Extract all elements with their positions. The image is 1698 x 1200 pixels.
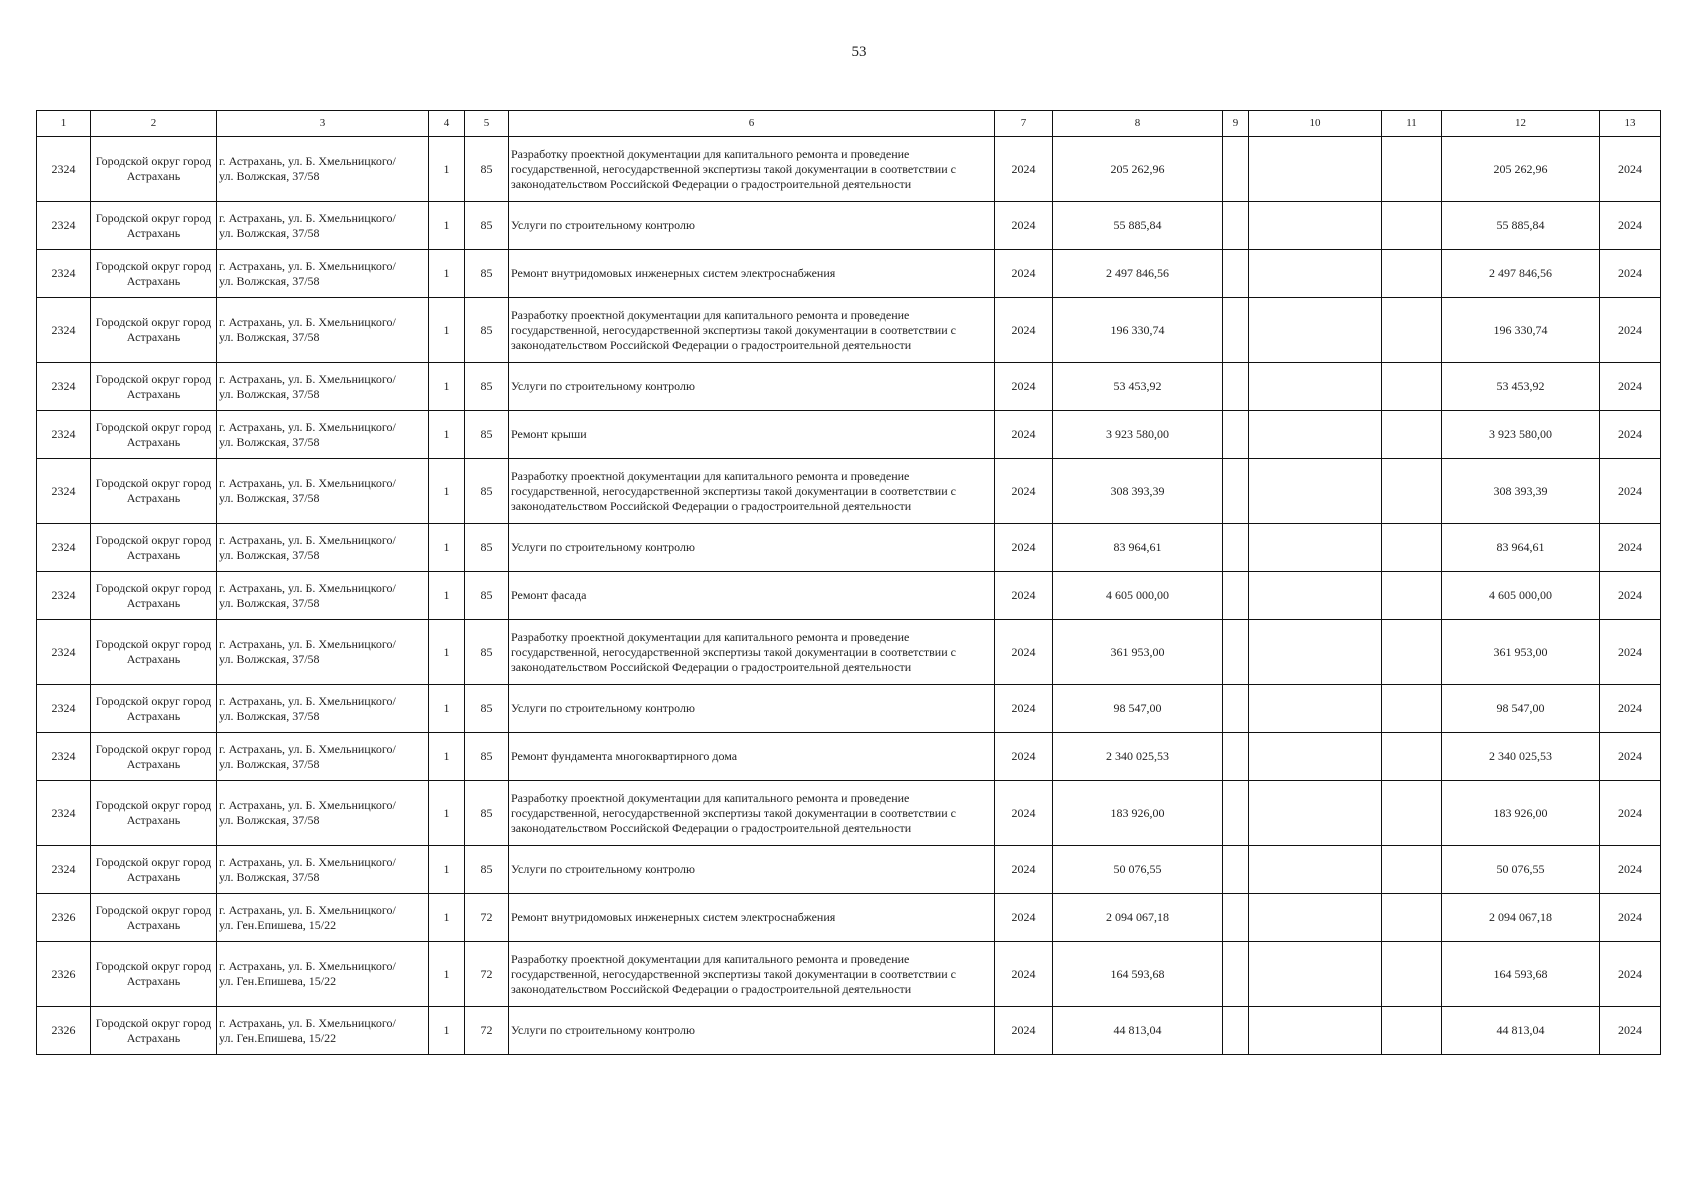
address-cell — [217, 459, 429, 524]
work-type-cell: Разработку проектной документации для капитального ремонта и проведение государственной, негосударственной экспертизы такой документации в соответствии с законодательством Российской Федерации о градостроительной деятельности — [509, 137, 995, 202]
table-row — [37, 685, 1661, 733]
municipality-cell: Городской округ город Астрахань — [91, 620, 217, 685]
address-cell — [217, 572, 429, 620]
col5-cell: 72 — [465, 942, 509, 1007]
completion-year-cell: 2024 — [1600, 137, 1661, 202]
cost-cell: 164 593,68 — [1053, 942, 1223, 1007]
col5-cell: 85 — [465, 137, 509, 202]
row-number-cell: 2324 — [37, 459, 91, 524]
address-line-1: г. Астрахань, ул. Б. Хмельницкого/ — [219, 258, 396, 273]
completion-year-cell: 2024 — [1600, 846, 1661, 894]
total-cost-cell: 53 453,92 — [1442, 363, 1600, 411]
col5-cell: 85 — [465, 202, 509, 250]
total-cost-cell: 55 885,84 — [1442, 202, 1600, 250]
total-cost-cell: 3 923 580,00 — [1442, 411, 1600, 459]
municipality-cell: Городской округ город Астрахань — [91, 524, 217, 572]
work-type-cell: Ремонт крыши — [509, 411, 995, 459]
address-line-2: ул. Волжская, 37/58 — [219, 652, 320, 666]
address-line-2: ул. Волжская, 37/58 — [219, 330, 320, 344]
row-number-cell: 2324 — [37, 620, 91, 685]
col4-cell: 1 — [429, 733, 465, 781]
col11-cell — [1382, 202, 1442, 250]
col9-cell — [1223, 459, 1249, 524]
address-line-2: ул. Волжская, 37/58 — [219, 595, 320, 610]
address-cell — [217, 733, 429, 781]
work-type-cell: Ремонт внутридомовых инженерных систем электроснабжения — [509, 250, 995, 298]
table-row — [37, 733, 1661, 781]
table-row — [37, 298, 1661, 363]
col9-cell — [1223, 250, 1249, 298]
year-cell: 2024 — [995, 363, 1053, 411]
total-cost-cell: 4 605 000,00 — [1442, 572, 1600, 620]
work-type-cell: Разработку проектной документации для капитального ремонта и проведение государственной, негосударственной экспертизы такой документации в соответствии с законодательством Российской Федерации о градостроительной деятельности — [509, 620, 995, 685]
col4-cell: 1 — [429, 942, 465, 1007]
row-number-cell: 2324 — [37, 250, 91, 298]
col10-cell — [1249, 137, 1382, 202]
col10-cell — [1249, 202, 1382, 250]
address-cell — [217, 137, 429, 202]
col10-cell — [1249, 298, 1382, 363]
total-cost-cell: 205 262,96 — [1442, 137, 1600, 202]
address-cell — [217, 250, 429, 298]
address-cell — [217, 1007, 429, 1055]
table-row — [37, 781, 1661, 846]
col10-cell — [1249, 942, 1382, 1007]
row-number-cell: 2324 — [37, 298, 91, 363]
address-line-1: г. Астрахань, ул. Б. Хмельницкого/ — [219, 798, 396, 812]
col9-cell — [1223, 733, 1249, 781]
address-cell — [217, 524, 429, 572]
total-cost-cell: 2 340 025,53 — [1442, 733, 1600, 781]
col4-cell: 1 — [429, 894, 465, 942]
col11-cell — [1382, 846, 1442, 894]
table-row — [37, 137, 1661, 202]
completion-year-cell: 2024 — [1600, 202, 1661, 250]
col11-cell — [1382, 572, 1442, 620]
col11-cell — [1382, 1007, 1442, 1055]
total-cost-cell: 98 547,00 — [1442, 685, 1600, 733]
col4-cell: 1 — [429, 846, 465, 894]
col10-cell — [1249, 524, 1382, 572]
address-cell — [217, 411, 429, 459]
municipality-cell: Городской округ город Астрахань — [91, 942, 217, 1007]
row-number-cell: 2324 — [37, 363, 91, 411]
row-number-cell: 2324 — [37, 524, 91, 572]
cost-cell: 183 926,00 — [1053, 781, 1223, 846]
address-line-2: ул. Ген.Епишева, 15/22 — [219, 1030, 337, 1045]
address-line-2: ул. Волжская, 37/58 — [219, 708, 320, 723]
col10-cell — [1249, 846, 1382, 894]
work-type-cell: Разработку проектной документации для капитального ремонта и проведение государственной, негосударственной экспертизы такой документации в соответствии с законодательством Российской Федерации о градостроительной деятельности — [509, 459, 995, 524]
row-number-cell: 2326 — [37, 894, 91, 942]
row-number-cell: 2324 — [37, 411, 91, 459]
row-number-cell: 2326 — [37, 942, 91, 1007]
col9-cell — [1223, 137, 1249, 202]
address-line-2: ул. Ген.Епишева, 15/22 — [219, 917, 337, 932]
column-header-12: 12 — [1442, 111, 1600, 137]
completion-year-cell: 2024 — [1600, 572, 1661, 620]
row-number-cell: 2324 — [37, 781, 91, 846]
total-cost-cell: 2 497 846,56 — [1442, 250, 1600, 298]
page-number: 53 — [851, 44, 867, 60]
year-cell: 2024 — [995, 298, 1053, 363]
col9-cell — [1223, 298, 1249, 363]
col4-cell: 1 — [429, 202, 465, 250]
col4-cell: 1 — [429, 298, 465, 363]
completion-year-cell: 2024 — [1600, 250, 1661, 298]
col4-cell: 1 — [429, 250, 465, 298]
address-line-2: ул. Волжская, 37/58 — [219, 273, 320, 288]
municipality-cell: Городской округ город Астрахань — [91, 572, 217, 620]
col9-cell — [1223, 781, 1249, 846]
work-type-cell: Разработку проектной документации для капитального ремонта и проведение государственной, негосударственной экспертизы такой документации в соответствии с законодательством Российской Федерации о градостроительной деятельности — [509, 298, 995, 363]
municipality-cell: Городской округ город Астрахань — [91, 894, 217, 942]
municipality-cell: Городской округ город Астрахань — [91, 363, 217, 411]
col4-cell: 1 — [429, 572, 465, 620]
col9-cell — [1223, 363, 1249, 411]
completion-year-cell: 2024 — [1600, 411, 1661, 459]
address-line-1: г. Астрахань, ул. Б. Хмельницкого/ — [219, 580, 396, 595]
address-line-1: г. Астрахань, ул. Б. Хмельницкого/ — [219, 741, 396, 756]
address-line-1: г. Астрахань, ул. Б. Хмельницкого/ — [219, 1015, 396, 1030]
column-header-8: 8 — [1053, 111, 1223, 137]
col10-cell — [1249, 620, 1382, 685]
capital-repair-table — [36, 110, 1661, 1055]
year-cell: 2024 — [995, 459, 1053, 524]
col4-cell: 1 — [429, 685, 465, 733]
column-header-2: 2 — [91, 111, 217, 137]
table-row — [37, 572, 1661, 620]
col10-cell — [1249, 363, 1382, 411]
col4-cell: 1 — [429, 363, 465, 411]
completion-year-cell: 2024 — [1600, 620, 1661, 685]
col11-cell — [1382, 411, 1442, 459]
address-line-1: г. Астрахань, ул. Б. Хмельницкого/ — [219, 902, 396, 917]
column-header-9: 9 — [1223, 111, 1249, 137]
col9-cell — [1223, 894, 1249, 942]
table-row — [37, 459, 1661, 524]
row-number-cell: 2326 — [37, 1007, 91, 1055]
year-cell: 2024 — [995, 620, 1053, 685]
address-line-1: г. Астрахань, ул. Б. Хмельницкого/ — [219, 693, 396, 708]
address-cell — [217, 942, 429, 1007]
column-header-11: 11 — [1382, 111, 1442, 137]
address-line-1: г. Астрахань, ул. Б. Хмельницкого/ — [219, 315, 396, 329]
municipality-cell: Городской округ город Астрахань — [91, 685, 217, 733]
col11-cell — [1382, 459, 1442, 524]
column-header-10: 10 — [1249, 111, 1382, 137]
address-line-2: ул. Волжская, 37/58 — [219, 169, 320, 183]
col10-cell — [1249, 733, 1382, 781]
year-cell: 2024 — [995, 781, 1053, 846]
col5-cell: 85 — [465, 250, 509, 298]
col9-cell — [1223, 202, 1249, 250]
address-line-1: г. Астрахань, ул. Б. Хмельницкого/ — [219, 532, 396, 547]
col10-cell — [1249, 411, 1382, 459]
cost-cell: 98 547,00 — [1053, 685, 1223, 733]
col9-cell — [1223, 685, 1249, 733]
column-header-1: 1 — [37, 111, 91, 137]
municipality-cell: Городской округ город Астрахань — [91, 846, 217, 894]
col5-cell: 85 — [465, 298, 509, 363]
row-number-cell: 2324 — [37, 846, 91, 894]
address-cell — [217, 781, 429, 846]
completion-year-cell: 2024 — [1600, 781, 1661, 846]
cost-cell: 2 497 846,56 — [1053, 250, 1223, 298]
col9-cell — [1223, 572, 1249, 620]
address-cell — [217, 620, 429, 685]
col9-cell — [1223, 846, 1249, 894]
address-cell — [217, 685, 429, 733]
col10-cell — [1249, 781, 1382, 846]
address-line-1: г. Астрахань, ул. Б. Хмельницкого/ — [219, 371, 396, 386]
municipality-cell: Городской округ город Астрахань — [91, 781, 217, 846]
col10-cell — [1249, 250, 1382, 298]
col11-cell — [1382, 250, 1442, 298]
work-type-cell: Услуги по строительному контролю — [509, 363, 995, 411]
cost-cell: 361 953,00 — [1053, 620, 1223, 685]
col9-cell — [1223, 620, 1249, 685]
work-type-cell: Услуги по строительному контролю — [509, 846, 995, 894]
municipality-cell: Городской округ город Астрахань — [91, 1007, 217, 1055]
col5-cell: 85 — [465, 733, 509, 781]
cost-cell: 205 262,96 — [1053, 137, 1223, 202]
col10-cell — [1249, 894, 1382, 942]
total-cost-cell: 83 964,61 — [1442, 524, 1600, 572]
completion-year-cell: 2024 — [1600, 942, 1661, 1007]
cost-cell: 308 393,39 — [1053, 459, 1223, 524]
col5-cell: 85 — [465, 524, 509, 572]
total-cost-cell: 164 593,68 — [1442, 942, 1600, 1007]
col5-cell: 85 — [465, 459, 509, 524]
address-line-1: г. Астрахань, ул. Б. Хмельницкого/ — [219, 854, 396, 869]
municipality-cell: Городской округ город Астрахань — [91, 733, 217, 781]
municipality-cell: Городской округ город Астрахань — [91, 250, 217, 298]
col10-cell — [1249, 459, 1382, 524]
total-cost-cell: 2 094 067,18 — [1442, 894, 1600, 942]
table-row — [37, 250, 1661, 298]
work-type-cell: Услуги по строительному контролю — [509, 524, 995, 572]
work-type-cell: Разработку проектной документации для капитального ремонта и проведение государственной, негосударственной экспертизы такой документации в соответствии с законодательством Российской Федерации о градостроительной деятельности — [509, 942, 995, 1007]
col9-cell — [1223, 524, 1249, 572]
address-cell — [217, 846, 429, 894]
table-row — [37, 524, 1661, 572]
col11-cell — [1382, 137, 1442, 202]
column-header-5: 5 — [465, 111, 509, 137]
cost-cell: 2 094 067,18 — [1053, 894, 1223, 942]
row-number-cell: 2324 — [37, 202, 91, 250]
address-line-2: ул. Волжская, 37/58 — [219, 434, 320, 449]
col10-cell — [1249, 572, 1382, 620]
col10-cell — [1249, 1007, 1382, 1055]
work-type-cell: Услуги по строительному контролю — [509, 202, 995, 250]
total-cost-cell: 44 813,04 — [1442, 1007, 1600, 1055]
year-cell: 2024 — [995, 1007, 1053, 1055]
col5-cell: 85 — [465, 781, 509, 846]
total-cost-cell: 308 393,39 — [1442, 459, 1600, 524]
col5-cell: 85 — [465, 363, 509, 411]
address-line-1: г. Астрахань, ул. Б. Хмельницкого/ — [219, 154, 396, 168]
year-cell: 2024 — [995, 524, 1053, 572]
cost-cell: 4 605 000,00 — [1053, 572, 1223, 620]
municipality-cell: Городской округ город Астрахань — [91, 411, 217, 459]
table-row — [37, 411, 1661, 459]
col11-cell — [1382, 363, 1442, 411]
total-cost-cell: 361 953,00 — [1442, 620, 1600, 685]
col4-cell: 1 — [429, 137, 465, 202]
cost-cell: 2 340 025,53 — [1053, 733, 1223, 781]
year-cell: 2024 — [995, 733, 1053, 781]
column-header-13: 13 — [1600, 111, 1661, 137]
total-cost-cell: 183 926,00 — [1442, 781, 1600, 846]
completion-year-cell: 2024 — [1600, 459, 1661, 524]
cost-cell: 3 923 580,00 — [1053, 411, 1223, 459]
completion-year-cell: 2024 — [1600, 685, 1661, 733]
address-line-2: ул. Волжская, 37/58 — [219, 869, 320, 884]
col4-cell: 1 — [429, 781, 465, 846]
work-type-cell: Услуги по строительному контролю — [509, 685, 995, 733]
table-row — [37, 942, 1661, 1007]
year-cell: 2024 — [995, 137, 1053, 202]
col5-cell: 85 — [465, 411, 509, 459]
col4-cell: 1 — [429, 620, 465, 685]
address-line-2: ул. Волжская, 37/58 — [219, 756, 320, 771]
col11-cell — [1382, 894, 1442, 942]
address-line-1: г. Астрахань, ул. Б. Хмельницкого/ — [219, 419, 396, 434]
col11-cell — [1382, 298, 1442, 363]
cost-cell: 53 453,92 — [1053, 363, 1223, 411]
address-cell — [217, 894, 429, 942]
col9-cell — [1223, 942, 1249, 1007]
year-cell: 2024 — [995, 202, 1053, 250]
municipality-cell: Городской округ город Астрахань — [91, 202, 217, 250]
address-line-2: ул. Волжская, 37/58 — [219, 491, 320, 505]
col11-cell — [1382, 942, 1442, 1007]
row-number-cell: 2324 — [37, 685, 91, 733]
cost-cell: 44 813,04 — [1053, 1007, 1223, 1055]
col5-cell: 85 — [465, 685, 509, 733]
work-type-cell: Ремонт внутридомовых инженерных систем электроснабжения — [509, 894, 995, 942]
address-cell — [217, 298, 429, 363]
col4-cell: 1 — [429, 1007, 465, 1055]
col5-cell: 72 — [465, 894, 509, 942]
completion-year-cell: 2024 — [1600, 524, 1661, 572]
address-line-1: г. Астрахань, ул. Б. Хмельницкого/ — [219, 210, 396, 225]
cost-cell: 196 330,74 — [1053, 298, 1223, 363]
table-row — [37, 894, 1661, 942]
col11-cell — [1382, 685, 1442, 733]
row-number-cell: 2324 — [37, 733, 91, 781]
table-row — [37, 620, 1661, 685]
column-header-6: 6 — [509, 111, 995, 137]
address-line-2: ул. Волжская, 37/58 — [219, 547, 320, 562]
year-cell: 2024 — [995, 685, 1053, 733]
col4-cell: 1 — [429, 524, 465, 572]
address-line-1: г. Астрахань, ул. Б. Хмельницкого/ — [219, 476, 396, 490]
year-cell: 2024 — [995, 250, 1053, 298]
work-type-cell: Разработку проектной документации для капитального ремонта и проведение государственной, негосударственной экспертизы такой документации в соответствии с законодательством Российской Федерации о градостроительной деятельности — [509, 781, 995, 846]
column-header-3: 3 — [217, 111, 429, 137]
cost-cell: 55 885,84 — [1053, 202, 1223, 250]
work-type-cell: Ремонт фундамента многоквартирного дома — [509, 733, 995, 781]
year-cell: 2024 — [995, 846, 1053, 894]
completion-year-cell: 2024 — [1600, 733, 1661, 781]
total-cost-cell: 50 076,55 — [1442, 846, 1600, 894]
col11-cell — [1382, 620, 1442, 685]
col10-cell — [1249, 685, 1382, 733]
col5-cell: 85 — [465, 846, 509, 894]
table-row — [37, 202, 1661, 250]
row-number-cell: 2324 — [37, 137, 91, 202]
completion-year-cell: 2024 — [1600, 298, 1661, 363]
col11-cell — [1382, 733, 1442, 781]
column-header-7: 7 — [995, 111, 1053, 137]
col5-cell: 85 — [465, 620, 509, 685]
address-cell — [217, 202, 429, 250]
table-body — [37, 137, 1661, 1055]
year-cell: 2024 — [995, 894, 1053, 942]
col11-cell — [1382, 781, 1442, 846]
col5-cell: 85 — [465, 572, 509, 620]
year-cell: 2024 — [995, 942, 1053, 1007]
total-cost-cell: 196 330,74 — [1442, 298, 1600, 363]
address-line-2: ул. Волжская, 37/58 — [219, 225, 320, 240]
table-row — [37, 846, 1661, 894]
completion-year-cell: 2024 — [1600, 1007, 1661, 1055]
address-line-2: ул. Ген.Епишева, 15/22 — [219, 974, 337, 988]
cost-cell: 50 076,55 — [1053, 846, 1223, 894]
work-type-cell: Ремонт фасада — [509, 572, 995, 620]
address-line-2: ул. Волжская, 37/58 — [219, 813, 320, 827]
col5-cell: 72 — [465, 1007, 509, 1055]
table-row — [37, 363, 1661, 411]
address-line-1: г. Астрахань, ул. Б. Хмельницкого/ — [219, 959, 396, 973]
row-number-cell: 2324 — [37, 572, 91, 620]
cost-cell: 83 964,61 — [1053, 524, 1223, 572]
address-line-1: г. Астрахань, ул. Б. Хмельницкого/ — [219, 637, 396, 651]
col11-cell — [1382, 524, 1442, 572]
column-number-row — [37, 111, 1661, 137]
work-type-cell: Услуги по строительному контролю — [509, 1007, 995, 1055]
col4-cell: 1 — [429, 459, 465, 524]
completion-year-cell: 2024 — [1600, 363, 1661, 411]
municipality-cell: Городской округ город Астрахань — [91, 298, 217, 363]
year-cell: 2024 — [995, 572, 1053, 620]
municipality-cell: Городской округ город Астрахань — [91, 137, 217, 202]
year-cell: 2024 — [995, 411, 1053, 459]
municipality-cell: Городской округ город Астрахань — [91, 459, 217, 524]
table-row — [37, 1007, 1661, 1055]
col9-cell — [1223, 411, 1249, 459]
col9-cell — [1223, 1007, 1249, 1055]
col4-cell: 1 — [429, 411, 465, 459]
address-line-2: ул. Волжская, 37/58 — [219, 386, 320, 401]
column-header-4: 4 — [429, 111, 465, 137]
address-cell — [217, 363, 429, 411]
completion-year-cell: 2024 — [1600, 894, 1661, 942]
